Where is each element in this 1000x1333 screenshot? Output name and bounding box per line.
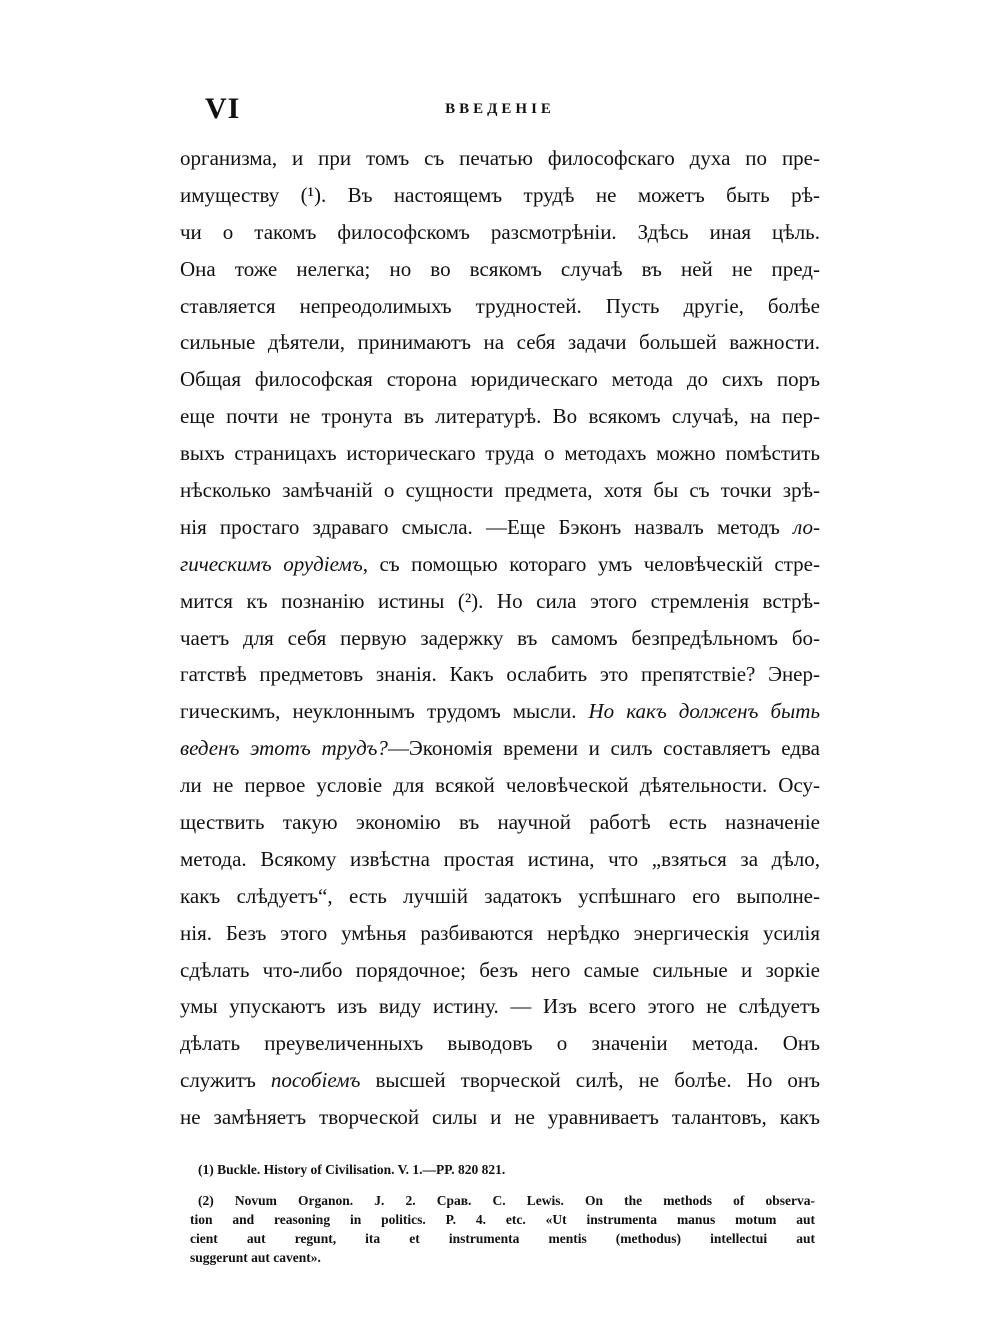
running-head: ВВЕДЕНІЕ	[445, 101, 555, 117]
text-line: нѣсколько замѣчаній о сущности предмета, хотя бы съ точки зрѣ-	[180, 478, 820, 503]
italic-text-segment: ло-	[793, 514, 820, 539]
footnote-2-line: cient aut regunt, ita et instrumenta mentis (methodus) intellectui aut	[190, 1231, 815, 1246]
text-line: имуществу (¹). Въ настоящемъ трудѣ не можетъ быть рѣ-	[180, 182, 820, 207]
text-line: какъ слѣдуетъ“, есть лучшій задатокъ успѣшнаго его выполне-	[180, 883, 820, 908]
italic-text-segment: гическимъ орудіемъ	[180, 551, 363, 576]
text-segment: гическимъ, неуклоннымъ трудомъ мысли.	[180, 699, 589, 724]
footnotes	[190, 1160, 815, 1267]
text-segment: нія простаго здраваго смысла. —Еще Бэконъ назвалъ методъ	[180, 514, 780, 539]
text-line: сильные дѣятели, принимаютъ на себя задачи большей важности.	[180, 330, 820, 355]
text-line: ществить такую экономію въ научной работѣ есть назначеніе	[180, 810, 820, 835]
footnote-2-line: tion and reasoning in politics. P. 4. etc. «Ut instrumenta manus motum aut	[190, 1212, 815, 1227]
text-line: дѣлать преувеличенныхъ выводовъ о значеніи метода. Онъ	[180, 1031, 820, 1056]
footnote-1: (1) Buckle. History of Civilisation. V. 1.—PP. 820 821.	[198, 1162, 506, 1177]
text-line: выхъ страницахъ историческаго труда о методахъ можно помѣстить	[180, 441, 820, 466]
text-line: ли не первое условіе для всякой человѣческой дѣятельности. Осу-	[180, 773, 820, 798]
text-line	[180, 509, 820, 546]
text-line: мится къ познанію истины (²). Но сила этого стремленія встрѣ-	[180, 588, 820, 613]
text-segment: —Экономія времени и силъ составляетъ едва	[387, 736, 820, 761]
text-segment: , съ помощью котораго умъ человѣческій стре-	[362, 551, 820, 576]
text-line: чи о такомъ философскомъ разсмотрѣніи. Здѣсь иная цѣль.	[180, 219, 820, 244]
text-segment: служитъ	[180, 1068, 271, 1093]
text-line: организма, и при томъ съ печатью философскаго духа по пре-	[180, 146, 820, 170]
text-line: Общая философская сторона юридическаго метода до сихъ поръ	[180, 367, 820, 392]
text-line: чаетъ для себя первую задержку въ самомъ безпредѣльномъ бо-	[180, 625, 820, 650]
italic-text-segment: пособіемъ	[270, 1068, 361, 1093]
text-line: метода. Всякому извѣстна простая истина, что „взяться за дѣло,	[180, 846, 820, 871]
text-line: ставляется непреодолимыхъ трудностей. Пусть другіе, болѣе	[180, 293, 820, 318]
text-line: умы упускаютъ изъ виду истину. — Изъ всего этого не слѣдуетъ	[180, 994, 820, 1019]
text-line: сдѣлать что-либо порядочное; безъ него самые сильные и зоркіе	[180, 957, 820, 982]
italic-text-segment: Но какъ долженъ быть	[588, 699, 820, 724]
text-line: нія. Безъ этого умѣнья разбиваются нерѣдко энергическія усилія	[180, 920, 820, 945]
footnote-2-line: suggerunt aut cavent».	[190, 1250, 321, 1265]
text-line	[180, 730, 820, 767]
text-line	[180, 693, 820, 730]
body-text	[180, 140, 820, 1136]
text-line: гатствѣ предметовъ знанія. Какъ ослабить это препятствіе? Энер-	[180, 662, 820, 687]
italic-text-segment: веденъ этотъ трудъ?	[180, 736, 388, 761]
text-line	[180, 1062, 820, 1099]
text-line: Она тоже нелегка; но во всякомъ случаѣ въ ней не пред-	[180, 256, 820, 281]
text-line	[180, 546, 820, 583]
text-line: не замѣняетъ творческой силы и не уравниваетъ талантовъ, какъ	[180, 1105, 820, 1130]
footnote-2-line: (2) Novum Organon. J. 2. Срав. C. Lewis. On the methods of observa-	[198, 1193, 815, 1208]
text-line: еще почти не тронута въ литературѣ. Во всякомъ случаѣ, на пер-	[180, 404, 820, 429]
page-number: VI	[205, 92, 241, 125]
text-segment: высшей творческой силѣ, не болѣе. Но онъ	[360, 1068, 821, 1093]
